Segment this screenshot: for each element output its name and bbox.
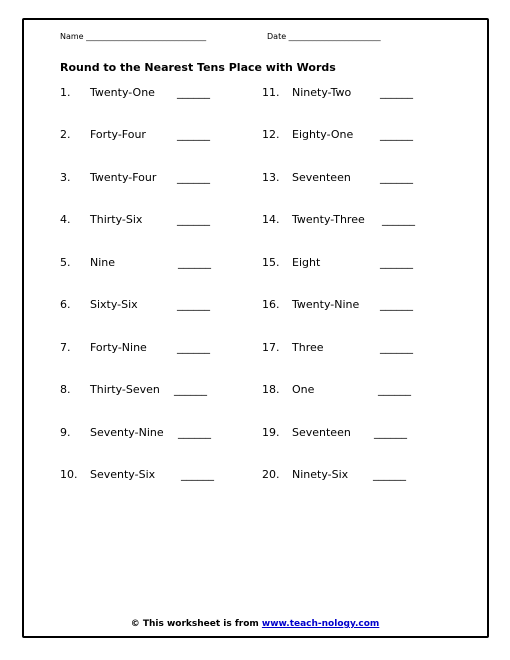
question-word: One [292, 383, 315, 396]
answer-blank[interactable]: ______ [177, 298, 210, 311]
question-number: 12. [262, 128, 280, 141]
question-word: Ninety-Two [292, 86, 352, 99]
question-word: Twenty-Four [90, 171, 157, 184]
question-word: Seventeen [292, 426, 351, 439]
question-number: 9. [60, 426, 71, 439]
question-word: Forty-Nine [90, 341, 147, 354]
answer-blank[interactable]: ______ [380, 128, 413, 141]
question-number: 2. [60, 128, 71, 141]
answer-blank[interactable]: ______ [380, 171, 413, 184]
answer-blank[interactable]: ______ [374, 426, 407, 439]
question-number: 4. [60, 213, 71, 226]
question-number: 15. [262, 256, 280, 269]
question-word: Nine [90, 256, 116, 269]
footer-text: © This worksheet is from [130, 619, 262, 629]
answer-blank[interactable]: ______ [378, 383, 411, 396]
question-word: Eighty-One [292, 128, 354, 141]
question-number: 8. [60, 383, 71, 396]
question-word: Twenty-One [90, 86, 155, 99]
question-word: Ninety-Six [292, 468, 349, 481]
answer-blank[interactable]: ______ [177, 341, 210, 354]
answer-blank[interactable]: ______ [373, 468, 406, 481]
question-word: Seventy-Six [90, 468, 156, 481]
question-number: 19. [262, 426, 280, 439]
answer-blank[interactable]: ______ [181, 468, 214, 481]
answer-blank[interactable]: ______ [177, 171, 210, 184]
question-number: 18. [262, 383, 280, 396]
question-word: Thirty-Six [90, 213, 143, 226]
question-number: 1. [60, 86, 71, 99]
answer-blank[interactable]: ______ [178, 426, 211, 439]
worksheet-border [22, 18, 489, 638]
answer-blank[interactable]: ______ [178, 256, 211, 269]
answer-blank[interactable]: ______ [380, 256, 413, 269]
question-number: 6. [60, 298, 71, 311]
footer-link[interactable]: www.teach-nology.com [261, 619, 380, 629]
question-number: 17. [262, 341, 280, 354]
question-number: 20. [262, 468, 280, 481]
question-number: 5. [60, 256, 71, 269]
question-number: 11. [262, 86, 280, 99]
answer-blank[interactable]: ______ [380, 86, 413, 99]
question-word: Seventy-Nine [90, 426, 164, 439]
question-number: 14. [262, 213, 280, 226]
question-word: Three [292, 341, 324, 354]
question-number: 13. [262, 171, 280, 184]
question-word: Twenty-Three [292, 213, 365, 226]
question-number: 10. [60, 468, 78, 481]
question-word: Thirty-Seven [90, 383, 160, 396]
answer-blank[interactable]: ______ [177, 213, 210, 226]
question-word: Seventeen [292, 171, 351, 184]
question-word: Forty-Four [90, 128, 146, 141]
question-word: Eight [292, 256, 321, 269]
answer-blank[interactable]: ______ [380, 298, 413, 311]
date-field[interactable]: Date _______________________ [267, 32, 381, 41]
name-field[interactable]: Name ______________________________ [60, 32, 207, 41]
footer-credit [0, 619, 510, 629]
answer-blank[interactable]: ______ [380, 341, 413, 354]
worksheet-title: Round to the Nearest Tens Place with Words [60, 61, 336, 74]
question-number: 16. [262, 298, 280, 311]
answer-blank[interactable]: ______ [174, 383, 207, 396]
question-word: Twenty-Nine [292, 298, 360, 311]
answer-blank[interactable]: ______ [382, 213, 415, 226]
question-number: 7. [60, 341, 71, 354]
answer-blank[interactable]: ______ [177, 86, 210, 99]
question-number: 3. [60, 171, 71, 184]
answer-blank[interactable]: ______ [177, 128, 210, 141]
question-word: Sixty-Six [90, 298, 138, 311]
